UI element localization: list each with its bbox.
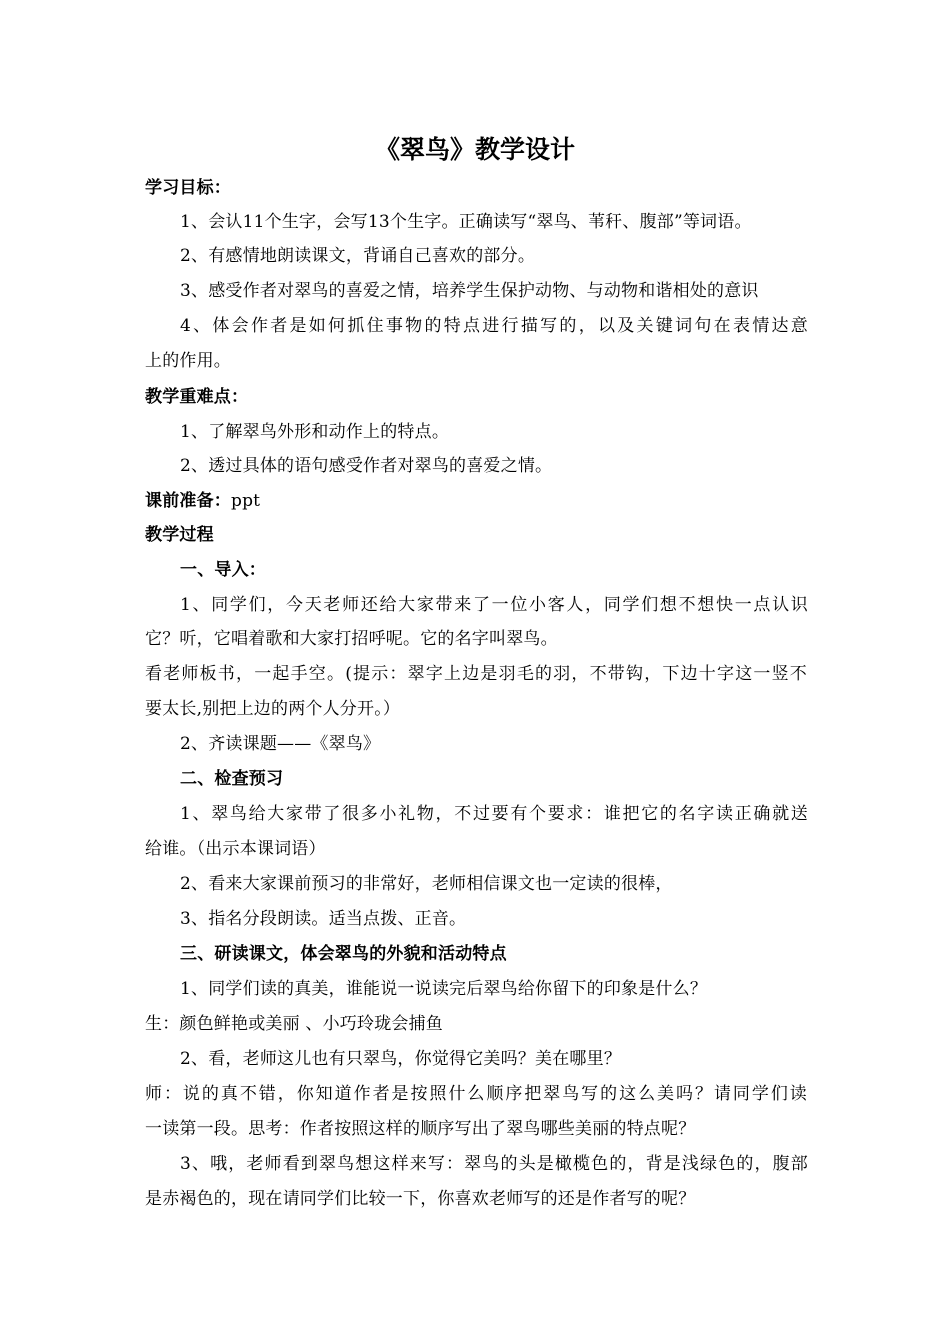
- goal-1: 1、会认11个生字，会写13个生字。正确读写“翠鸟、苇秆、腹部”等词语。: [180, 212, 752, 232]
- section-2-heading: 二、检查预习: [180, 769, 284, 789]
- section-1-para-1-line-2: 它？听，它唱着歌和大家打招呼呢。它的名字叫翠鸟。: [145, 629, 558, 649]
- goals-heading: 学习目标：: [145, 178, 231, 198]
- goal-3: 3、感受作者对翠鸟的喜爱之情，培养学生保护动物、与动物和谐相处的意识: [180, 281, 759, 301]
- section-1-para-2: 2、齐读课题——《翠鸟》: [180, 734, 381, 754]
- goal-2: 2、有感情地朗读课文，背诵自己喜欢的部分。: [180, 246, 536, 266]
- key-point-1: 1、了解翠鸟外形和动作上的特点。: [180, 422, 450, 442]
- section-2-para-1-line-2: 给谁。（出示本课词语）: [145, 839, 326, 859]
- section-1-para-1-line-4: 要太长,别把上边的两个人分开。）: [145, 699, 401, 719]
- preparation-line: [145, 486, 260, 516]
- section-3-teacher-line-1: 师：说的真不错，你知道作者是按照什么顺序把翠鸟写的这么美吗？请同学们读: [145, 1084, 807, 1104]
- preparation-label: 课前准备：: [145, 491, 231, 511]
- section-3-para-1: 1、同学们读的真美，谁能说一说读完后翠鸟给你留下的印象是什么？: [180, 979, 708, 999]
- section-2-para-2: 2、看来大家课前预习的非常好，老师相信课文也一定读的很棒，: [180, 874, 673, 894]
- document-title: 《翠鸟》教学设计: [374, 135, 575, 164]
- section-2-para-1-line-1: 1、翠鸟给大家带了很多小礼物，不过要有个要求：谁把它的名字读正确就送: [180, 804, 808, 824]
- section-3-para-3-line-2: 是赤褐色的，现在请同学们比较一下，你喜欢老师写的还是作者写的呢？: [145, 1189, 696, 1209]
- section-3-student-answer: 生：颜色鲜艳或美丽 、小巧玲珑会捕鱼: [145, 1014, 444, 1034]
- section-1-heading: 一、导入：: [180, 560, 266, 580]
- process-heading: 教学过程: [145, 525, 214, 545]
- section-3-teacher-line-2: 一读第一段。思考：作者按照这样的顺序写出了翠鸟哪些美丽的特点呢？: [145, 1119, 696, 1139]
- goal-4-line-1: 4、体会作者是如何抓住事物的特点进行描写的，以及关键词句在表情达意: [180, 316, 808, 336]
- section-3-para-3-line-1: 3、哦，老师看到翠鸟想这样来写：翠鸟的头是橄榄色的，背是浅绿色的，腹部: [180, 1154, 808, 1174]
- key-points-heading: 教学重难点：: [145, 387, 249, 407]
- key-point-2: 2、透过具体的语句感受作者对翠鸟的喜爱之情。: [180, 456, 553, 476]
- preparation-value: ppt: [231, 491, 261, 511]
- section-3-para-2: 2、看，老师这儿也有只翠鸟，你觉得它美吗？美在哪里？: [180, 1049, 622, 1069]
- section-1-para-1-line-1: 1、同学们，今天老师还给大家带来了一位小客人，同学们想不想快一点认识: [180, 595, 808, 615]
- goal-4-line-2: 上的作用。: [145, 351, 231, 371]
- section-2-para-3: 3、指名分段朗读。适当点拨、正音。: [180, 909, 467, 929]
- section-3-heading: 三、研读课文，体会翠鸟的外貌和活动特点: [180, 944, 507, 964]
- section-1-para-1-line-3: 看老师板书，一起手空。(提示：翠字上边是羽毛的羽，不带钩，下边十字这一竖不: [145, 664, 807, 684]
